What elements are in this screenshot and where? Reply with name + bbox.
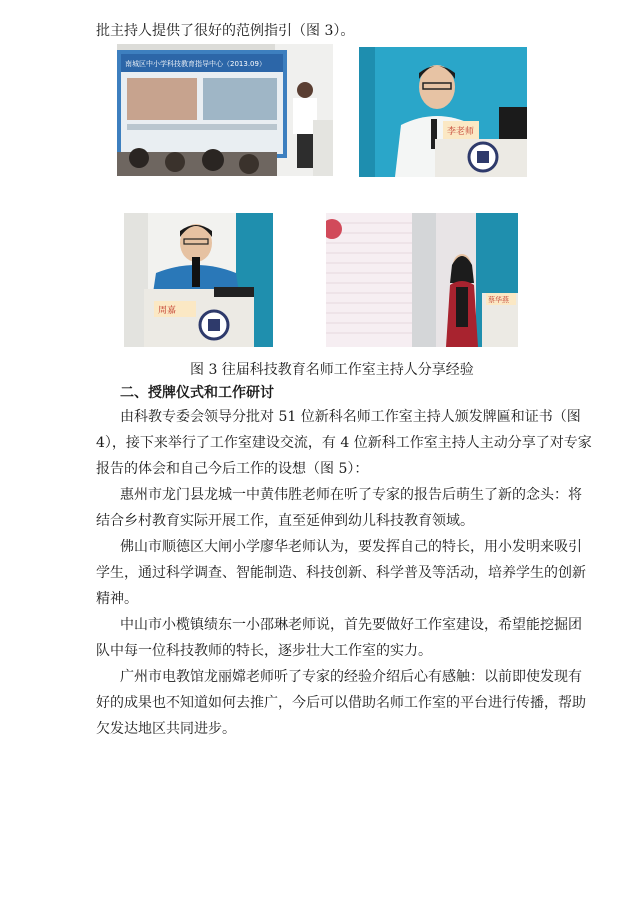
paragraph-line: 由科教专委会领导分批对 51 位新科名师工作室主持人颁发牌匾和证书（图 <box>120 409 581 425</box>
paragraph-2 <box>96 482 582 534</box>
paragraph-line: 报告的体会和自己今后工作的设想（图 5）： <box>96 461 369 477</box>
paragraph-line: 结合乡村教育实际开展工作，直至延伸到幼儿科技教育领域。 <box>96 513 474 529</box>
section-heading: 二、授牌仪式和工作研讨 <box>120 385 274 401</box>
photo-speaker-microphone-image <box>124 213 273 347</box>
paragraph-line: 队中每一位科技教师的特长，逐步壮大工作室的实力。 <box>96 643 432 659</box>
paragraph-line: 欠发达地区共同进步。 <box>96 721 236 737</box>
figure-caption: 图 3 往届科技教育名师工作室主持人分享经验 <box>190 362 474 378</box>
photo-presenter-slide <box>117 44 333 176</box>
intro-line: 批主持人提供了很好的范例指引（图 3）。 <box>96 23 355 39</box>
paragraph-line: 精神。 <box>96 591 138 607</box>
paragraph-1 <box>96 404 592 482</box>
paragraph-4 <box>96 612 582 664</box>
photo-presenter-slide-image <box>117 44 333 176</box>
photo-speaker-podium-image <box>359 47 527 177</box>
photo2-nameplate: 李老师 <box>447 127 475 137</box>
paragraph-3 <box>96 534 586 612</box>
paragraph-line: 中山市小榄镇绩东一小邵琳老师说，首先要做好工作室建设，希望能挖掘团 <box>120 617 582 633</box>
photo-speaker-screen <box>326 213 518 347</box>
paragraph-line: 广州市电教馆龙丽嫦老师听了专家的经验介绍后心有感触：以前即使发现有 <box>120 669 582 685</box>
paragraph-line: 惠州市龙门县龙城一中黄伟胜老师在听了专家的报告后萌生了新的念头：将 <box>120 487 582 503</box>
photo-speaker-microphone <box>124 213 273 347</box>
photo3-nameplate: 周嘉 <box>158 306 177 316</box>
paragraph-5 <box>96 664 586 742</box>
paragraph-line: 佛山市顺德区大闸小学廖华老师认为，要发挥自己的特长，用小发明来吸引 <box>120 539 582 555</box>
paragraph-line: 4），接下来举行了工作室建设交流，有 4 位新科工作室主持人主动分享了对专家 <box>96 435 592 451</box>
paragraph-line: 好的成果也不知道如何去推广，今后可以借助名师工作室的平台进行传播，帮助 <box>96 695 586 711</box>
photo-speaker-screen-image <box>326 213 518 347</box>
photo4-nameplate: 蔡华燕 <box>488 296 509 304</box>
paragraph-line: 学生，通过科学调查、智能制造、科技创新、科学普及等活动，培养学生的创新 <box>96 565 586 581</box>
photo-speaker-podium <box>359 47 527 177</box>
photo1-banner-text: 南城区中小学科技教育指导中心（2013.09） <box>125 60 266 68</box>
